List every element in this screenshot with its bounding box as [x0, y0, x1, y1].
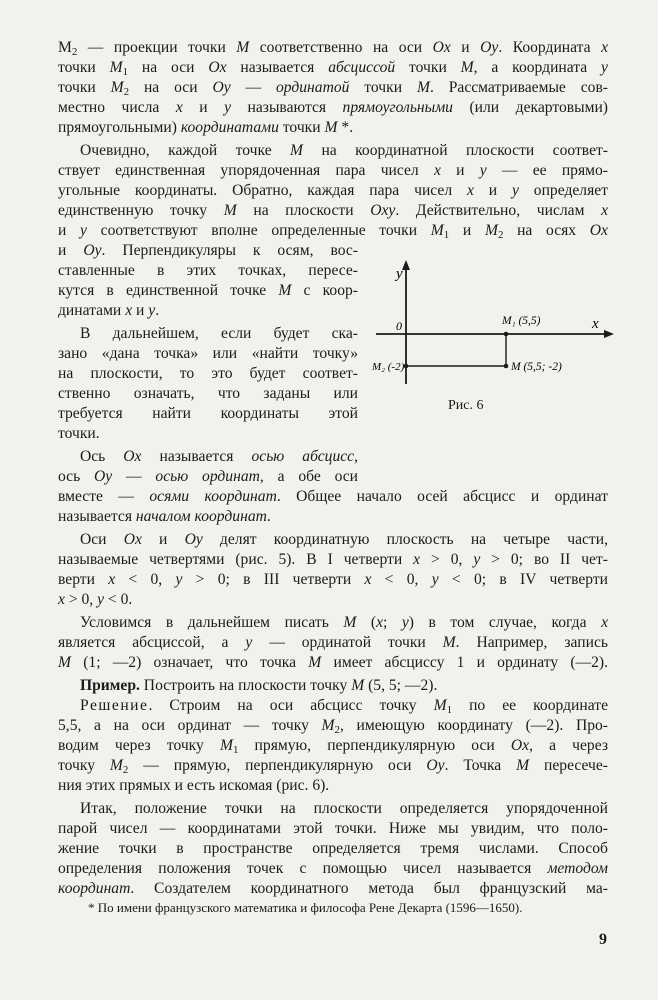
figure-6: [368, 258, 616, 388]
text-line: ставленные в этих точках, пересе-: [58, 262, 358, 279]
text-line: точки $M_2$ на оси Oy — ординатой точки M. Рассматриваемые сов-: [58, 79, 608, 98]
page-number: 9: [599, 931, 607, 948]
y-axis-label: y: [396, 266, 403, 282]
y-axis-arrow: [402, 260, 410, 270]
x-axis-arrow: [604, 330, 614, 338]
text-line: водим через точку $M_1$ прямую, перпендикулярную оси Ox, а через: [58, 737, 608, 756]
x-axis-label: x: [592, 316, 599, 332]
m2-label: M₂ (-2): [372, 361, 405, 373]
text-line: 5,5, а на оси ординат — точку $M_2$, имеющую координату (—2). Про-: [58, 717, 608, 736]
text-line: верти x < 0, y > 0; в III четверти x < 0, y < 0; в IV четверти: [58, 571, 609, 588]
text-line: ось Oy — осью ординат, а обе оси: [58, 468, 359, 485]
text-line: ственно означать, что заданы или: [58, 385, 358, 402]
text-line: и Oy. Перпендикуляры к осям, вос-: [58, 242, 358, 259]
point-m: [504, 364, 509, 369]
text-line: прямоугольными) координатами точки M *.: [58, 119, 354, 136]
text-line: Условимся в дальнейшем писать M (x; y) в том случае, когда x: [80, 614, 608, 631]
text-line: единственную точку M на плоскости Oxy. Действительно, числам x: [58, 202, 609, 219]
text-line: является абсциссой, а y — ординатой точки M. Например, запись: [58, 634, 608, 651]
text-line: M (1; —2) означает, что точка M имеет абсциссу 1 и ординату (—2).: [58, 654, 608, 671]
text-line: точки $M_1$ на оси Ox называется абсциссой точки M, а координата y: [58, 59, 608, 78]
text-line: парой чисел — координатами этой точки. Ниже мы увидим, что поло-: [58, 820, 608, 837]
text-line: называемые четвертями (рис. 5). В I четверти x > 0, y > 0; во II чет-: [58, 551, 608, 568]
text-line: Пример. Построить на плоскости точку M (5, 5; —2).: [80, 677, 438, 694]
text-line: точки.: [58, 425, 100, 442]
m-label: M (5,5; -2): [511, 361, 562, 373]
text-line: ния этих прямых и есть искомая (рис. 6).: [58, 777, 330, 794]
text-line: $M_2$ — проекции точки M соответственно на оси Ox и Oy. Координата x: [58, 39, 608, 58]
text-line: ствует единственная упорядоченная пара чисел x и y — ее прямо-: [58, 162, 608, 179]
text-line: жение точки в пространстве определяется тремя числами. Способ: [58, 840, 608, 857]
text-line: Очевидно, каждой точке M на координатной плоскости соответ-: [80, 142, 608, 159]
text-line: Итак, положение точки на плоскости определяется упорядоченной: [80, 800, 608, 817]
text-line: x > 0, y < 0.: [58, 591, 133, 608]
text-line: и y соответствуют вполне определенные точки $M_1$ и $M_2$ на осях Ox: [58, 222, 608, 241]
figure-caption: Рис. 6: [448, 398, 484, 413]
text-line: на плоскости, то это будет соответ-: [58, 365, 358, 382]
text-line: Оси Ox и Oy делят координатную плоскость на четыре части,: [80, 531, 608, 548]
text-line: координат. Создателем координатного метода был французский ма-: [58, 880, 608, 897]
point-m1: [504, 332, 509, 337]
text-line: вместе — осями координат. Общее начало осей абсцисс и ординат: [58, 488, 608, 505]
text-line: кутся в единственной точке M с коор-: [58, 282, 358, 299]
m1-label: M₁ (5,5): [502, 315, 541, 327]
text-line: динатами x и y.: [58, 302, 160, 319]
text-line: называется началом координат.: [58, 508, 271, 525]
text-line: определения положения точек с помощью чисел называется методом: [58, 860, 608, 877]
text-line: Решение. Строим на оси абсцисс точку $M_1$ по ее координате: [80, 697, 608, 716]
origin-label: 0: [396, 319, 402, 333]
text-line: местно числа x и y называются прямоугольными (или декартовыми): [58, 99, 608, 116]
point-m2: [404, 364, 409, 369]
text-line: Ось Ox называется осью абсцисс,: [80, 448, 358, 465]
text-line: угольные координаты. Обратно, каждая пара чисел x и y определяет: [58, 182, 608, 199]
text-line: требуется найти координаты этой: [58, 405, 358, 422]
text-line: зано «дана точка» или «найти точку»: [58, 345, 358, 362]
footnote: * По имени французского математика и философа Рене Декарта (1596—1650).: [88, 900, 523, 915]
text-line: точку $M_2$ — прямую, перпендикулярную оси Oy. Точка M пересече-: [58, 757, 608, 776]
text-line: В дальнейшем, если будет ска-: [80, 325, 358, 342]
